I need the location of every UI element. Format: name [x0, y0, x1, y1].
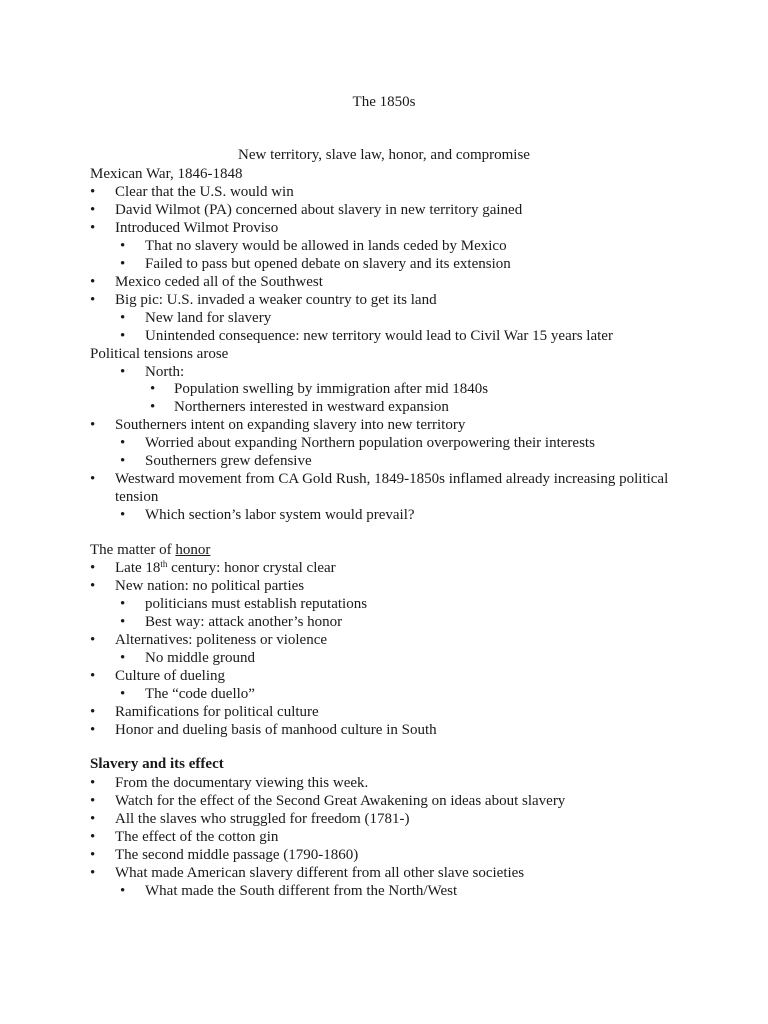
- list-item: Population swelling by immigration after mid 1840s: [174, 381, 489, 397]
- bullet: •: [90, 793, 96, 809]
- list-item: The second middle passage (1790-1860): [115, 847, 359, 863]
- bullet: •: [120, 650, 126, 666]
- list-item: Introduced Wilmot Proviso: [115, 220, 279, 236]
- list-item: Failed to pass but opened debate on slavery and its extension: [145, 256, 511, 272]
- list-item: The effect of the cotton gin: [115, 829, 279, 845]
- bullet: •: [120, 883, 126, 899]
- section-heading-political-tensions: Political tensions arose: [90, 346, 229, 362]
- heading-prefix: The matter of: [90, 542, 176, 558]
- bullet: •: [90, 704, 96, 720]
- list-item: That no slavery would be allowed in lands ceded by Mexico: [145, 238, 507, 254]
- bullet: •: [90, 471, 96, 487]
- list-item: Mexico ceded all of the Southwest: [115, 274, 323, 290]
- list-item: From the documentary viewing this week.: [115, 775, 369, 791]
- item-text-pre: Late 18: [115, 560, 161, 576]
- list-item: [115, 559, 336, 577]
- bullet: •: [90, 417, 96, 433]
- bullet: •: [120, 507, 126, 523]
- list-item-continuation: tension: [115, 489, 159, 505]
- bullet: •: [120, 328, 126, 344]
- list-item: David Wilmot (PA) concerned about slavery in new territory gained: [115, 202, 523, 218]
- bullet: •: [90, 220, 96, 236]
- list-item: Big pic: U.S. invaded a weaker country to get its land: [115, 292, 437, 308]
- list-item: No middle ground: [145, 650, 255, 666]
- list-item: Northerners interested in westward expansion: [174, 399, 449, 415]
- section-heading-slavery: Slavery and its effect: [90, 756, 224, 772]
- bullet: •: [150, 399, 156, 415]
- list-item: Ramifications for political culture: [115, 704, 319, 720]
- bullet: •: [120, 256, 126, 272]
- bullet: •: [90, 274, 96, 290]
- list-item: The “code duello”: [145, 686, 255, 702]
- list-item: All the slaves who struggled for freedom (1781-): [115, 811, 410, 827]
- list-item: politicians must establish reputations: [145, 596, 368, 612]
- list-item: Best way: attack another’s honor: [145, 614, 343, 630]
- list-item: Southerners intent on expanding slavery into new territory: [115, 417, 466, 433]
- item-text-post: century: honor crystal clear: [167, 560, 336, 576]
- list-item: Unintended consequence: new territory would lead to Civil War 15 years later: [145, 328, 613, 344]
- list-item: Alternatives: politeness or violence: [115, 632, 328, 648]
- bullet: •: [90, 668, 96, 684]
- bullet: •: [90, 811, 96, 827]
- list-item: What made the South different from the North/West: [145, 883, 458, 899]
- list-item: Worried about expanding Northern population overpowering their interests: [145, 435, 595, 451]
- list-item: Which section’s labor system would prevail?: [145, 507, 415, 523]
- bullet: •: [120, 614, 126, 630]
- bullet: •: [90, 775, 96, 791]
- list-item: Westward movement from CA Gold Rush, 1849-1850s inflamed already increasing political: [115, 471, 669, 487]
- section-heading-honor: [90, 541, 210, 559]
- bullet: •: [90, 578, 96, 594]
- bullet: •: [90, 184, 96, 200]
- list-item: New land for slavery: [145, 310, 272, 326]
- document-subtitle: New territory, slave law, honor, and compromise: [238, 147, 530, 163]
- list-item: North:: [145, 364, 185, 380]
- bullet: •: [90, 292, 96, 308]
- bullet: •: [120, 310, 126, 326]
- underlined-word: honor: [175, 542, 211, 558]
- list-item: New nation: no political parties: [115, 578, 305, 594]
- list-item: Clear that the U.S. would win: [115, 184, 294, 200]
- bullet: •: [90, 632, 96, 648]
- bullet: •: [90, 865, 96, 881]
- list-item: Southerners grew defensive: [145, 453, 312, 469]
- list-item: Honor and dueling basis of manhood culture in South: [115, 722, 437, 738]
- bullet: •: [150, 381, 156, 397]
- bullet: •: [120, 596, 126, 612]
- list-item: What made American slavery different from all other slave societies: [115, 865, 525, 881]
- bullet: •: [90, 722, 96, 738]
- bullet: •: [120, 364, 126, 380]
- bullet: •: [90, 560, 96, 576]
- bullet: •: [90, 202, 96, 218]
- bullet: •: [120, 435, 126, 451]
- bullet: •: [120, 453, 126, 469]
- bullet: •: [90, 847, 96, 863]
- list-item: Watch for the effect of the Second Great Awakening on ideas about slavery: [115, 793, 566, 809]
- list-item: Culture of dueling: [115, 668, 225, 684]
- ordinal-superscript: th: [160, 559, 168, 569]
- bullet: •: [120, 238, 126, 254]
- section-heading-mexican-war: Mexican War, 1846-1848: [90, 166, 243, 182]
- bullet: •: [120, 686, 126, 702]
- bullet: •: [90, 829, 96, 845]
- document-title: The 1850s: [352, 94, 416, 110]
